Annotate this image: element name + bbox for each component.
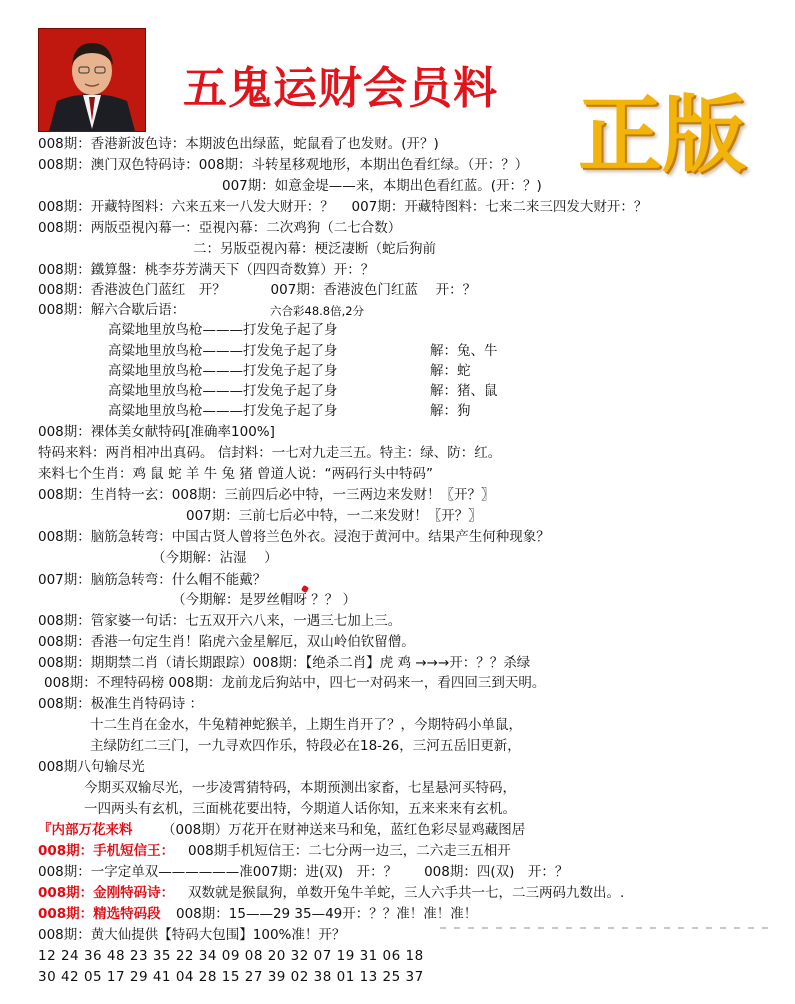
riddle-line: 高粱地里放鸟枪———打发兔子起了身 <box>108 383 338 399</box>
poem-line: 今期买双输尽光，一步凌霄猜特码，本期预测出家畜，七星悬河买特码， <box>84 780 516 796</box>
text-line: 特码来料：两肖相冲出真码。 信封料：一七对九走三五。特主：绿、防：红。 <box>38 445 502 461</box>
red-label: 『内部万花来料 <box>38 822 133 838</box>
riddle-line: 高粱地里放鸟枪———打发兔子起了身 <box>108 343 338 359</box>
text-line: 008期八句输尽光 <box>38 759 145 775</box>
text-line: 008期：不理特码榜 008期：龙前龙后狗站中，四七一对码来一，看四回三到天明。 <box>44 675 546 691</box>
genuine-stamp: 正版 <box>578 85 747 184</box>
poem-line: 一四两头有玄机，三面桃花要出特，今期道人话你知，五来来来有玄机。 <box>84 801 516 817</box>
riddle-line: 高粱地里放鸟枪———打发兔子起了身 <box>108 322 338 338</box>
text-line: 008期：管家婆一句话：七五双开六八来，一遇三七加上三。 <box>38 613 402 629</box>
text-line: 008期：澳门双色特码诗：008期：斗转星移观地形，本期出色看红绿。（开：？） <box>38 157 529 173</box>
text-line: 双数就是猴鼠狗，单数开兔牛羊蛇，三人六手共一七，二三两码九数出。. <box>188 885 625 901</box>
text-line: （008期）万花开在财神送来马和兔，蓝红色彩尽显鸡藏图居 <box>162 822 526 838</box>
page-title: 五鬼运财会员料 <box>183 63 498 114</box>
riddle-line: 高粱地里放鸟枪———打发兔子起了身 <box>108 403 338 419</box>
text-line: 008期：开藏特图料：六来五来一八发大财开：？ 007期：开藏特图料：七来二来三四发大财开：？ <box>38 199 648 215</box>
text-line: 008期：香港新波色诗：本期波色出绿蓝，蛇鼠看了也发财。(开？) <box>38 136 439 152</box>
riddle-answer: 解：蛇 <box>430 363 471 379</box>
poem-line: 十二生肖在金水，牛兔精神蛇猴羊，上期生肖开了？，今期特码小单鼠， <box>90 717 522 733</box>
text-line: （今期解：沾湿 ） <box>152 550 278 566</box>
text-line: 008期：极准生肖特码诗 ： <box>38 696 204 712</box>
number-row: 12 24 36 48 23 35 22 34 09 08 20 32 07 19 31 06 18 <box>38 948 424 964</box>
text-line: 008期：解六合歇后语： <box>38 302 186 318</box>
text-line: 008期：15——29 35—49开：？？准！准！准！ <box>176 906 478 922</box>
text-line: 008期：香港波色门蓝红 开？ 007期：香港波色门红蓝 开：？ <box>38 282 477 298</box>
text-line: 007期：脑筋急转弯：什么帽不能戴？ <box>38 572 267 588</box>
text-line: 二：另版亞視內幕：梗泛凄断（蛇后狗前 <box>193 241 436 257</box>
red-label: 008期：金刚特码诗： <box>38 885 175 901</box>
text-line: 008期：生肖特一玄：008期：三前四后必中特，一三两边来发财！〖开？〗 <box>38 487 495 503</box>
text-line: 008期：脑筋急转弯：中国古贤人曾将兰色外衣。浸泡于黄河中。结果产生何种现象？ <box>38 529 550 545</box>
text-line: 008期：黄大仙提供【特码大包围】100%准！开？ <box>38 927 346 943</box>
text-line: 007期：如意金堤——来，本期出色看红蓝。(开：？) <box>222 178 542 194</box>
red-label: 008期：精选特码段 <box>38 906 161 922</box>
riddle-line: 高粱地里放鸟枪———打发兔子起了身 <box>108 363 338 379</box>
text-line: 008期：一字定单双——————准007期：进(双) 开：？ 008期：四(双) 开：？ <box>38 864 569 880</box>
text-line: 008期：期期禁二肖（请长期跟踪）008期：【绝杀二肖】虎 鸡 →→→开：？？杀绿 <box>38 655 531 671</box>
text-line: 来料七个生肖：鸡 鼠 蛇 羊 牛 兔 猪 曾道人说：“两码行头中特码” <box>38 466 434 482</box>
portrait-photo <box>38 28 146 132</box>
ad-note: 六合彩48.8倍,2分 <box>270 304 365 318</box>
poem-line: 主绿防红二三门，一九寻欢四作乐，特段必在18-26，三河五岳旧更新， <box>90 738 521 754</box>
riddle-answer: 解：兔、牛 <box>430 343 498 359</box>
faint-divider <box>440 927 770 929</box>
number-row: 30 42 05 17 29 41 04 28 15 27 39 02 38 01 13 25 37 <box>38 969 424 985</box>
text-line: 008期：裸体美女献特码[准确率100%] <box>38 424 275 440</box>
text-line: 008期：鐵算盤：桃李芬芳满天下（四四奇数算）开：？ <box>38 262 375 278</box>
text-line: 008期手机短信王：二七分两一边三，二六走三五相开 <box>188 843 511 859</box>
riddle-answer: 解：狗 <box>430 403 471 419</box>
riddle-answer: 解：猪、鼠 <box>430 383 498 399</box>
text-line: 008期：两版亞視內幕一：亞視內幕：二次鸡狗（二七合数） <box>38 220 402 236</box>
red-label: 008期：手机短信王： <box>38 843 175 859</box>
text-line: 008期：香港一句定生肖！陷虎六金星解厄，双山岭伯钦留僧。 <box>38 634 415 650</box>
text-line: 007期：三前七后必中特，一二来发财！〖开？〗 <box>186 508 482 524</box>
text-line: （今期解：是罗丝帽呀 ？？ ） <box>172 592 357 608</box>
